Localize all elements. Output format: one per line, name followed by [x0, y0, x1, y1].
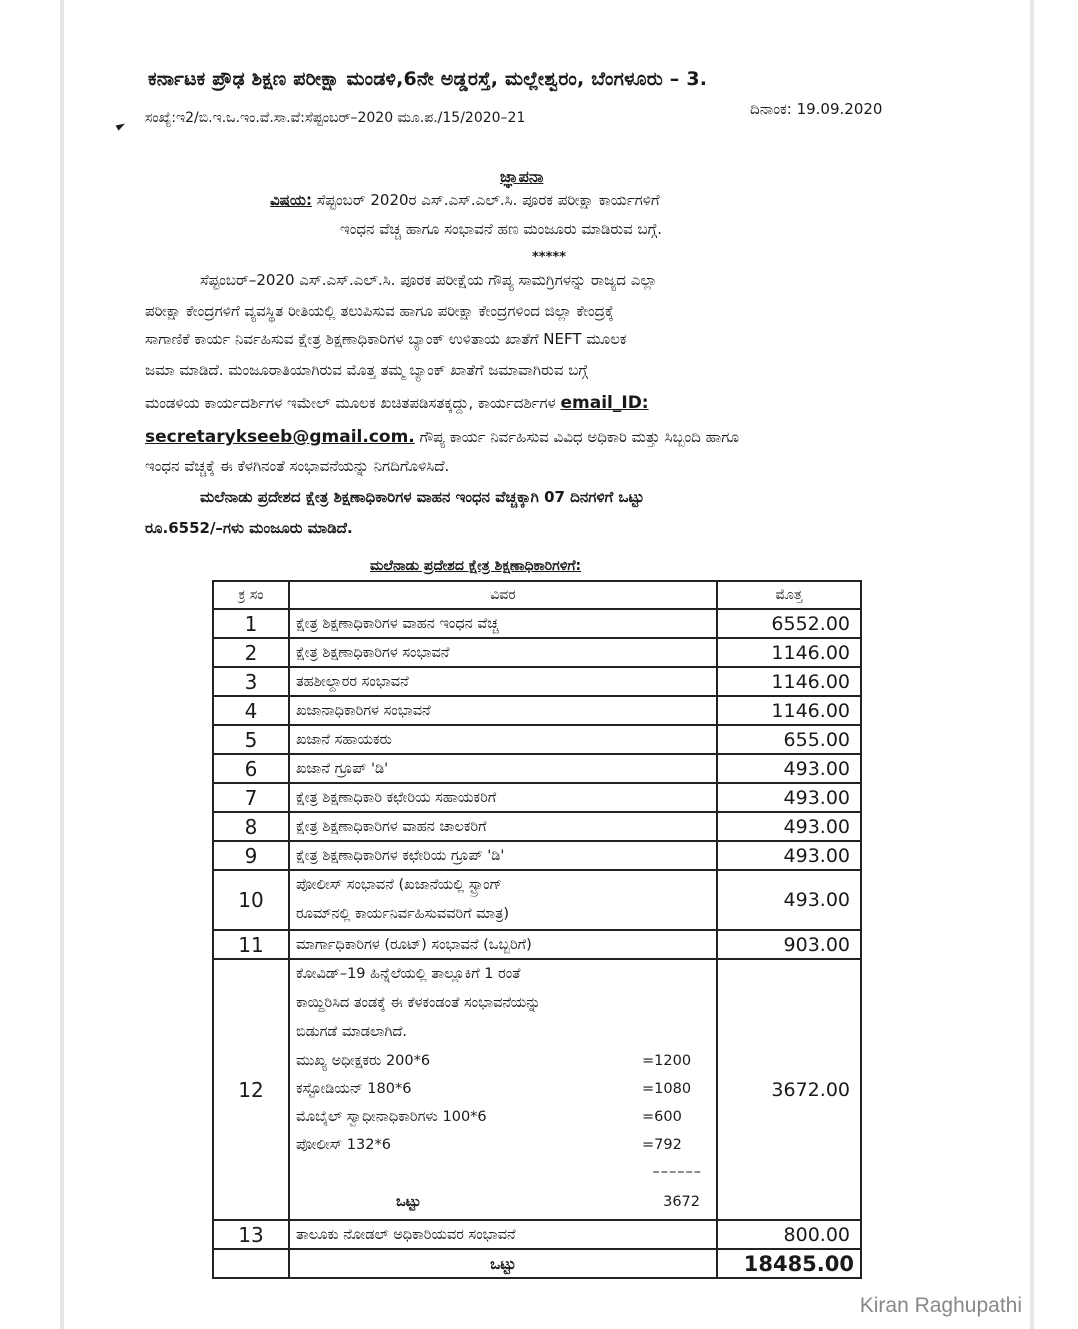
table-row: [213, 667, 861, 696]
row-desc: ಕ್ಷೇತ್ರ ಶಿಕ್ಷಣಾಧಿಕಾರಿಗಳ ವಾಹನ ಚಾಲಕರಿಗೆ: [289, 812, 717, 841]
row-amount: 655.00: [717, 725, 861, 754]
row-desc: ತಹಶೀಲ್ದಾರರ ಸಂಭಾವನೆ: [289, 667, 717, 696]
email-address: secretarykseeb@gmail.com.: [145, 427, 415, 447]
subtotal-value: 3672: [663, 1194, 700, 1210]
date-line: [750, 100, 882, 118]
table-row: [213, 609, 861, 638]
separator-stars: *****: [532, 250, 566, 265]
table-header-row: [213, 581, 861, 609]
row-amount: 1146.00: [717, 638, 861, 667]
table-row: [213, 754, 861, 783]
row-desc-line: ಕಾಯ್ದಿರಿಸಿದ ತಂಡಕ್ಕೆ ಈ ಕೆಳಕಂಡಂತೆ ಸಂಭಾವನೆಯನ್ನು: [296, 995, 541, 1011]
paragraph-1-line-4: ಜಮಾ ಮಾಡಿದೆ. ಮಂಜೂರಾತಿಯಾಗಿರುವ ಮೊತ್ತ ತಮ್ಮ ಬ್ಯಾಂಕ್ ಖಾತೆಗೆ ಜಮಾವಾಗಿರುವ ಬಗ್ಗೆ: [145, 361, 588, 379]
table-row: [213, 783, 861, 812]
table-row: [213, 696, 861, 725]
table-row: [213, 870, 861, 930]
row-sl: 2: [213, 638, 289, 667]
row-sl: 6: [213, 754, 289, 783]
row-amount: 3672.00: [717, 959, 861, 1220]
row-sl: 8: [213, 812, 289, 841]
table-row: [213, 638, 861, 667]
paragraph-1-line-6-text: ಗೌಪ್ಯ ಕಾರ್ಯ ನಿರ್ವಹಿಸುವ ವಿವಿಧ ಅಧಿಕಾರಿ ಮತ್ತು ಸಿಬ್ಬಂದಿ ಹಾಗೂ: [419, 428, 739, 446]
calc-result: =600: [642, 1109, 682, 1125]
reference-number: ಸಂಖ್ಯೆ:ಇ2/ಬಿ.ಇ.ಒ.ಇಂ.ವೆ.ಸಾ.ವೆ:ಸೆಪ್ಟಂಬರ್–2020 ಮೂ.ಪ./15/2020–21: [145, 110, 526, 126]
calc-line: [296, 1103, 710, 1131]
table-row: [213, 959, 861, 1220]
paragraph-1-line-2: ಪರೀಕ್ಷಾ ಕೇಂದ್ರಗಳಿಗೆ ವ್ಯವಸ್ಥಿತ ರೀತಿಯಲ್ಲಿ ತಲುಪಿಸುವ ಹಾಗೂ ಪರೀಕ್ಷಾ ಕೇಂದ್ರಗಳಿಂದ ಜಿಲ್ಲಾ ಕೇಂದ್ರಕ್ಕೆ: [145, 302, 614, 320]
paragraph-1-line-5: [145, 393, 649, 413]
total-amount: 18485.00: [717, 1249, 861, 1278]
row-amount: 493.00: [717, 812, 861, 841]
date-value: 19.09.2020: [796, 100, 883, 118]
paragraph-1-line-6: [145, 427, 739, 447]
calc-separator: ––––––: [652, 1164, 702, 1180]
table-row: [213, 841, 861, 870]
row-desc-line: ರೂಮ್‌ನಲ್ಲಿ ಕಾರ್ಯನಿರ್ವಹಿಸುವವರಿಗೆ ಮಾತ್ರ): [296, 906, 510, 922]
subject-label: ವಿಷಯ:: [270, 191, 312, 209]
paragraph-1-line-7: ಇಂಧನ ವೆಚ್ಚಕ್ಕೆ ಈ ಕೆಳಗಿನಂತೆ ಸಂಭಾವನೆಯನ್ನು ನಿಗದಿಗೊಳಿಸಿದೆ.: [145, 457, 450, 475]
calc-line: [296, 1075, 710, 1103]
paragraph-1-line-5-text: ಮಂಡಳಿಯ ಕಾರ್ಯದರ್ಶಿಗಳ ಇಮೇಲ್ ಮೂಲಕ ಖಚಿತಪಡಿಸತಕ್ಕದ್ದು, ಕಾರ್ಯದರ್ಶಿಗಳ: [145, 394, 556, 412]
calc-line: [296, 1131, 710, 1159]
row-amount: 493.00: [717, 783, 861, 812]
table-row: [213, 725, 861, 754]
subtotal-label: ಒಟ್ಟು: [396, 1194, 421, 1210]
calc-subtotal: [296, 1185, 710, 1219]
table-caption: ಮಲೆನಾಡು ಪ್ರದೇಶದ ಕ್ಷೇತ್ರ ಶಿಕ್ಷಣಾಧಿಕಾರಿಗಳಿಗೆ:: [370, 558, 582, 574]
row-sl: 9: [213, 841, 289, 870]
calc-name: ಮುಖ್ಯ ಅಧೀಕ್ಷಕರು 200*6: [296, 1053, 431, 1069]
row-desc: ಖಜಾನೆ ಸಹಾಯಕರು: [289, 725, 717, 754]
row-sl: 12: [213, 959, 289, 1220]
row-sl: 1: [213, 609, 289, 638]
row-desc: ಕ್ಷೇತ್ರ ಶಿಕ್ಷಣಾಧಿಕಾರಿಗಳ ಸಂಭಾವನೆ: [289, 638, 717, 667]
row-sl: 4: [213, 696, 289, 725]
calc-result: =1200: [642, 1053, 692, 1069]
row-sl: 7: [213, 783, 289, 812]
header-sl: ಕ್ರ ಸಂ: [213, 581, 289, 609]
row-amount: 1146.00: [717, 696, 861, 725]
row-desc-line: ಕೋವಿಡ್–19 ಹಿನ್ನೆಲೆಯಲ್ಲಿ ತಾಲ್ಲೂಕಿಗೆ 1 ರಂತೆ: [296, 966, 521, 982]
row-amount: 493.00: [717, 870, 861, 930]
calc-result: =792: [642, 1137, 682, 1153]
subject-text-1: ಸೆಪ್ಟಂಬರ್ 2020ರ ಎಸ್.ಎಸ್.ಎಲ್.ಸಿ. ಪೂರಕ ಪರೀಕ್ಷಾ ಕಾರ್ಯಗಳಿಗೆ: [316, 191, 660, 209]
bullet-mark-icon: ►: [113, 116, 129, 134]
table-total-row: [213, 1249, 861, 1278]
calc-name: ಮೊಬೈಲ್ ಸ್ವಾಧೀನಾಧಿಕಾರಿಗಳು 100*6: [296, 1109, 487, 1125]
watermark-credit: Kiran Raghupathi: [859, 1294, 1022, 1317]
row-desc: [289, 959, 717, 1220]
row-desc: [289, 870, 717, 930]
date-label: ದಿನಾಂಕ:: [750, 100, 792, 118]
row-sl: 5: [213, 725, 289, 754]
subject-line-1: [270, 191, 660, 209]
total-label: ಒಟ್ಟು: [289, 1249, 717, 1278]
header-desc: ವಿವರ: [289, 581, 717, 609]
row-amount: 493.00: [717, 754, 861, 783]
row-sl: 10: [213, 870, 289, 930]
table-row: [213, 1220, 861, 1249]
row-desc-line: ಪೋಲೀಸ್ ಸಂಭಾವನೆ (ಖಜಾನೆಯಲ್ಲಿ ಸ್ಟ್ರಾಂಗ್: [296, 877, 503, 893]
calc-result: =1080: [642, 1081, 692, 1097]
paragraph-1-line-3: ಸಾಗಾಣಿಕೆ ಕಾರ್ಯ ನಿರ್ವಹಿಸುವ ಕ್ಷೇತ್ರ ಶಿಕ್ಷಣಾಧಿಕಾರಿಗಳ ಬ್ಯಾಂಕ್ ಉಳಿತಾಯ ಖಾತೆಗೆ NEFT ಮೂಲಕ: [145, 330, 627, 348]
row-sl: 13: [213, 1220, 289, 1249]
office-header: ಕರ್ನಾಟಕ ಪ್ರೌಢ ಶಿಕ್ಷಣ ಪರೀಕ್ಷಾ ಮಂಡಳಿ,6ನೇ ಅಡ್ಡರಸ್ತೆ, ಮಲ್ಲೇಶ್ವರಂ, ಬೆಂಗಳೂರು – 3.: [148, 68, 708, 90]
total-blank: [213, 1249, 289, 1278]
table-row: [213, 812, 861, 841]
remuneration-table: [212, 580, 862, 1279]
row-desc: ತಾಲೂಕು ನೋಡಲ್ ಅಧಿಕಾರಿಯವರ ಸಂಭಾವನೆ: [289, 1220, 717, 1249]
row-desc: ಕ್ಷೇತ್ರ ಶಿಕ್ಷಣಾಧಿಕಾರಿಗಳ ವಾಹನ ಇಂಧನ ವೆಚ್ಚ: [289, 609, 717, 638]
row-amount: 6552.00: [717, 609, 861, 638]
row-desc: ಮಾರ್ಗಾಧಿಕಾರಿಗಳ (ರೂಟ್) ಸಂಭಾವನೆ (ಒಬ್ಬರಿಗೆ): [289, 930, 717, 959]
calc-line: [296, 1047, 710, 1075]
table-row: [213, 930, 861, 959]
row-amount: 493.00: [717, 841, 861, 870]
notice-title: ಜ್ಞಾಪನಾ: [500, 167, 544, 186]
row-sl: 3: [213, 667, 289, 696]
row-sl: 11: [213, 930, 289, 959]
paragraph-1-line-1: ಸೆಪ್ಟಂಬರ್–2020 ಎಸ್.ಎಸ್.ಎಲ್.ಸಿ. ಪೂರಕ ಪರೀಕ್ಷೆಯ ಗೌಪ್ಯ ಸಾಮಗ್ರಿಗಳನ್ನು ರಾಜ್ಯದ ಎಲ್ಲಾ: [200, 271, 658, 289]
calc-name: ಕಸ್ಟೋಡಿಯನ್ 180*6: [296, 1081, 412, 1097]
row-desc: ಕ್ಷೇತ್ರ ಶಿಕ್ಷಣಾಧಿಕಾರಿಗಳ ಕಛೇರಿಯ ಗ್ರೂಪ್ 'ಡಿ': [289, 841, 717, 870]
row-desc-line: ಬಿಡುಗಡೆ ಮಾಡಲಾಗಿದೆ.: [296, 1024, 408, 1040]
calc-name: ಪೋಲೀಸ್ 132*6: [296, 1137, 391, 1153]
row-desc: ಖಜಾನೆ ಗ್ರೂಪ್ 'ಡಿ': [289, 754, 717, 783]
row-amount: 800.00: [717, 1220, 861, 1249]
row-amount: 1146.00: [717, 667, 861, 696]
row-amount: 903.00: [717, 930, 861, 959]
subject-line-2: ಇಂಧನ ವೆಚ್ಚ ಹಾಗೂ ಸಂಭಾವನೆ ಹಣ ಮಂಜೂರು ಮಾಡಿರುವ ಬಗ್ಗೆ.: [340, 220, 662, 238]
row-desc: ಖಜಾನಾಧಿಕಾರಿಗಳ ಸಂಭಾವನೆ: [289, 696, 717, 725]
paragraph-2-line-1: ಮಲೆನಾಡು ಪ್ರದೇಶದ ಕ್ಷೇತ್ರ ಶಿಕ್ಷಣಾಧಿಕಾರಿಗಳ ವಾಹನ ಇಂಧನ ವೆಚ್ಚಕ್ಕಾಗಿ 07 ದಿನಗಳಿಗೆ ಒಟ್ಟು: [200, 488, 645, 506]
email-label: email_ID:: [560, 393, 649, 413]
header-amount: ಮೊತ್ತ: [717, 581, 861, 609]
row-desc: ಕ್ಷೇತ್ರ ಶಿಕ್ಷಣಾಧಿಕಾರಿ ಕಛೇರಿಯ ಸಹಾಯಕರಿಗೆ: [289, 783, 717, 812]
paragraph-2-line-2: ರೂ.6552/–ಗಳು ಮಂಜೂರು ಮಾಡಿದೆ.: [145, 519, 353, 537]
